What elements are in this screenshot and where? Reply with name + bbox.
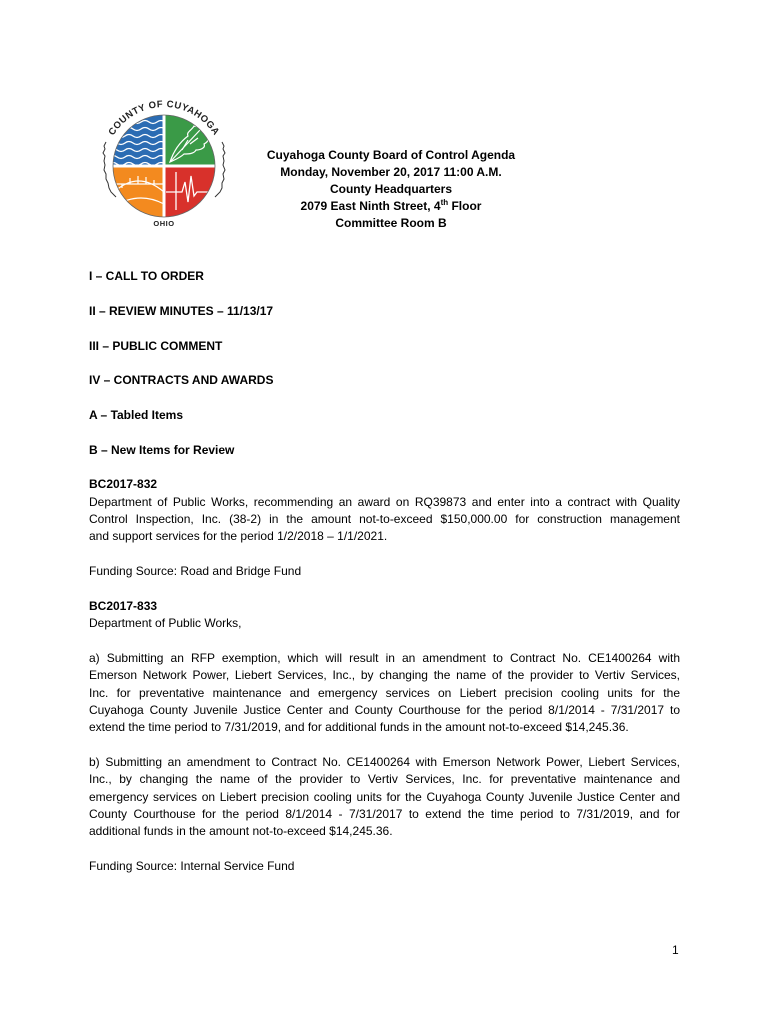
address-text: 2079 East Ninth Street, 4 [300,198,441,213]
agenda-item-bc2017-832 [89,476,680,545]
funding-source: Funding Source: Internal Service Fund [89,858,295,873]
seal-bottom-lettering: OHIO [153,219,175,228]
item-description-line: Department of Public Works, recommending an award on RQ39873 and enter into a contract with Quality [89,494,680,509]
part-line: Cuyahoga County Juvenile Justice Center and County Courthouse for the period 8/1/2014 - 7/31/2017 to [89,702,680,717]
item-id: BC2017-832 [89,477,158,492]
part-line: additional funds in the amount not-to-exceed $14,245.36. [89,824,393,839]
agenda-body [89,268,680,892]
meeting-datetime: Monday, November 20, 2017 11:00 A.M. [280,164,502,179]
part-line: Inc. for preventative maintenance and emergency services on Liebert precision cooling units for the [89,685,680,700]
seal-top-lettering: COUNTY OF CUYAHOGA [106,98,222,138]
meeting-room: Committee Room B [335,215,447,230]
section-public-comment: III – PUBLIC COMMENT [89,338,223,353]
agenda-item-bc2017-833 [89,598,680,633]
section-contracts-and-awards: IV – CONTRACTS AND AWARDS [89,373,274,388]
part-line: emergency services on Liebert precision cooling units for the Cuyahoga County Juvenile Justice Center and [89,789,680,804]
part-line: extend the time period to 7/31/2019, and for additional funds in the amount not-to-exceed $14,245.36. [89,720,629,735]
agenda-title: Cuyahoga County Board of Control Agenda [266,147,516,162]
address-floor: Floor [448,198,482,213]
agenda-header [191,147,591,232]
item-description-line: and support services for the period 1/2/2018 – 1/1/2021. [89,529,388,544]
seal-bridge-quadrant [113,166,164,217]
part-line: b) Submitting an amendment to Contract No. CE1400264 with Emerson Network Power, Liebert Services, [89,754,680,769]
meeting-address [191,198,591,215]
section-review-minutes: II – REVIEW MINUTES – 11/13/17 [89,303,274,318]
floor-ordinal-suffix: th [440,197,449,207]
part-line: a) Submitting an RFP exemption, which will result in an amendment to Contract No. CE1400264 with [89,650,680,665]
item-id: BC2017-833 [89,598,158,613]
item-description-line: Control Inspection, Inc. (38-2) in the amount not-to-exceed $150,000.00 for construction management [89,512,680,527]
part-line: Emerson Network Power, Liebert Services, Inc., by changing the name of the provider to Vertiv Services, [89,668,680,683]
funding-source: Funding Source: Road and Bridge Fund [89,564,302,579]
item-department: Department of Public Works, [89,616,242,631]
part-line: County Courthouse for the period 8/1/2014 - 7/31/2017 to extend the time period to 7/31/2019, and for [89,806,680,821]
page-number: 1 [672,943,679,957]
section-call-to-order: I – CALL TO ORDER [89,269,204,284]
subsection-tabled-items: A – Tabled Items [89,408,184,423]
part-line: Inc., by changing the name of the provider to Vertiv Services, Inc. for preventative maintenance and [89,772,680,787]
meeting-location: County Headquarters [329,181,453,196]
subsection-new-items-for-review: B – New Items for Review [89,442,235,457]
item-part-b [89,754,680,841]
item-part-a [89,650,680,737]
